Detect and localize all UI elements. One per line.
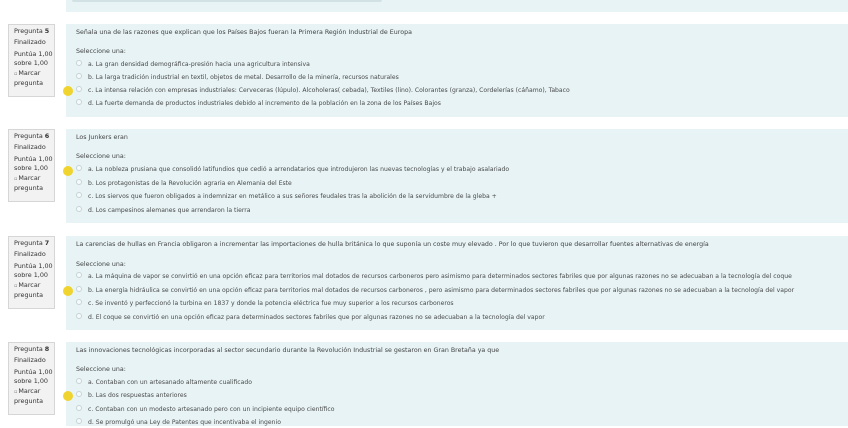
question-text: Los Junkers eran	[76, 134, 128, 141]
radio-icon[interactable]	[76, 299, 82, 305]
radio-icon[interactable]	[76, 179, 82, 185]
question-grade: Puntúa 1,00 sobre 1,00	[14, 368, 53, 385]
selected-answer-marker	[63, 166, 73, 176]
question-grade: Puntúa 1,00 sobre 1,00	[14, 155, 53, 172]
question-text: Las innovaciones tecnológicas incorporadas al sector secundario durante la Revolución Industrial se gestaron en Gran Bretaña ya que	[76, 347, 500, 354]
question-info-5	[8, 24, 55, 97]
radio-icon[interactable]	[76, 86, 82, 92]
answer-option-b[interactable]: b. La larga tradición industrial en textil, objetos de metal. Desarrollo de la minería, recursos naturales	[76, 72, 399, 83]
flag-icon: ▫	[14, 71, 18, 78]
selected-answer-marker	[63, 86, 73, 96]
question-grade: Puntúa 1,00 sobre 1,00	[14, 50, 53, 67]
question-content-6	[66, 129, 848, 223]
radio-icon[interactable]	[76, 418, 82, 424]
question-info-6	[8, 129, 55, 202]
answer-prompt: Seleccione una:	[76, 261, 126, 268]
question-number: Pregunta 5	[14, 27, 50, 35]
answer-option-b[interactable]: b. Las dos respuestas anteriores	[76, 390, 187, 401]
answer-option-d[interactable]: d. El coque se convirtió en una opción eficaz para determinados sectores fabriles que por algunas razones no se adecuaban a la tecnología del vapor	[76, 312, 545, 323]
question-text: Señala una de las razones que explican que los Países Bajos fueran la Primera Región Industrial de Europa	[76, 29, 412, 36]
answer-prompt: Seleccione una:	[76, 153, 126, 160]
flag-icon: ▫	[14, 176, 18, 183]
answer-option-d[interactable]: d. Los campesinos alemanes que arrendaron la tierra	[76, 205, 251, 216]
flag-question-link[interactable]: ▫Marcar pregunta	[14, 174, 44, 192]
question-state: Finalizado	[14, 249, 46, 258]
radio-icon[interactable]	[76, 99, 82, 105]
question-state: Finalizado	[14, 142, 46, 151]
question-content-7	[66, 236, 848, 330]
question-info-7	[8, 236, 55, 309]
answer-prompt: Seleccione una:	[76, 48, 126, 55]
flag-icon: ▫	[14, 389, 18, 396]
question-content-5	[66, 24, 848, 117]
radio-icon[interactable]	[76, 378, 82, 384]
answer-option-a[interactable]: a. La nobleza prusiana que consolidó latifundios que cedió a arrendatarios que introdujeron las nuevas tecnologías y el trabajo asalariado	[76, 164, 509, 175]
question-number: Pregunta 6	[14, 132, 50, 140]
question-grade: Puntúa 1,00 sobre 1,00	[14, 262, 53, 279]
question-state: Finalizado	[14, 37, 46, 46]
answer-option-a[interactable]: a. La gran densidad demográfica-presión hacia una agricultura intensiva	[76, 59, 310, 70]
answer-option-c[interactable]: c. Se inventó y perfeccionó la turbina en 1837 y donde la potencia eléctrica fue muy superior a los recursos carboneros	[76, 298, 454, 309]
answer-option-c[interactable]: c. Los siervos que fueron obligados a indemnizar en metálico a sus señores feudales tras la abolición de la servidumbre de la gleba +	[76, 191, 497, 202]
question-state: Finalizado	[14, 355, 46, 364]
radio-icon[interactable]	[76, 73, 82, 79]
answer-option-a[interactable]: a. La máquina de vapor se convirtió en una opción eficaz para territorios mal dotados de recursos carboneros pero asimismo para determinados sectores fabriles que por algunas razones no se adecuaban a la tecnología del coque	[76, 271, 792, 282]
flag-question-link[interactable]: ▫Marcar pregunta	[14, 387, 44, 405]
selected-answer-marker	[63, 286, 73, 296]
answer-option-b[interactable]: b. La energía hidráulica se convirtió en una opción eficaz para territorios mal dotados de recursos carboneros , pero asimismo para determinados sectores fabriles que por algunas razones no se adecuaban a la tecnología del vapor	[76, 285, 794, 296]
question-text: La carencias de hullas en Francia obligaron a incrementar las importaciones de hulla británica lo que suponía un coste muy elevado . Por lo que tuvieron que desarrollar fuentes alternativas de energía	[76, 241, 709, 248]
radio-icon[interactable]	[76, 391, 82, 397]
answer-option-c[interactable]: c. La intensa relación con empresas industriales: Cerveceras (lúpulo). Alcoholeras( cebada), Textiles (lino). Colorantes (granza), Cordelerías (cáñamo), Tabaco	[76, 85, 570, 96]
answer-option-d[interactable]: d. La fuerte demanda de productos industriales debido al incremento de la población en la zona de los Países Bajos	[76, 98, 441, 109]
question-content-8	[66, 342, 848, 426]
flag-question-link[interactable]: ▫Marcar pregunta	[14, 69, 44, 87]
radio-icon[interactable]	[76, 313, 82, 319]
flag-question-link[interactable]: ▫Marcar pregunta	[14, 281, 44, 299]
answer-option-a[interactable]: a. Contaban con un artesanado altamente cualificado	[76, 377, 252, 388]
radio-icon[interactable]	[76, 60, 82, 66]
flag-icon: ▫	[14, 283, 18, 290]
radio-icon[interactable]	[76, 272, 82, 278]
selected-answer-marker	[63, 391, 73, 401]
radio-icon[interactable]	[76, 192, 82, 198]
answer-option-c[interactable]: c. Contaban con un modesto artesanado pero con un incipiente equipo científico	[76, 404, 334, 415]
previous-question-tail	[66, 0, 848, 12]
radio-icon[interactable]	[76, 206, 82, 212]
question-info-8	[8, 342, 55, 415]
question-number: Pregunta 7	[14, 239, 50, 247]
radio-icon[interactable]	[76, 286, 82, 292]
answer-prompt: Seleccione una:	[76, 366, 126, 373]
answer-option-b[interactable]: b. Los protagonistas de la Revolución agraria en Alemania del Este	[76, 178, 292, 189]
question-number: Pregunta 8	[14, 345, 50, 353]
radio-icon[interactable]	[76, 405, 82, 411]
answer-option-d[interactable]: d. Se promulgó una Ley de Patentes que incentivaba el ingenio	[76, 417, 281, 428]
radio-icon[interactable]	[76, 165, 82, 171]
previous-question-text-fragment	[72, 0, 382, 2]
